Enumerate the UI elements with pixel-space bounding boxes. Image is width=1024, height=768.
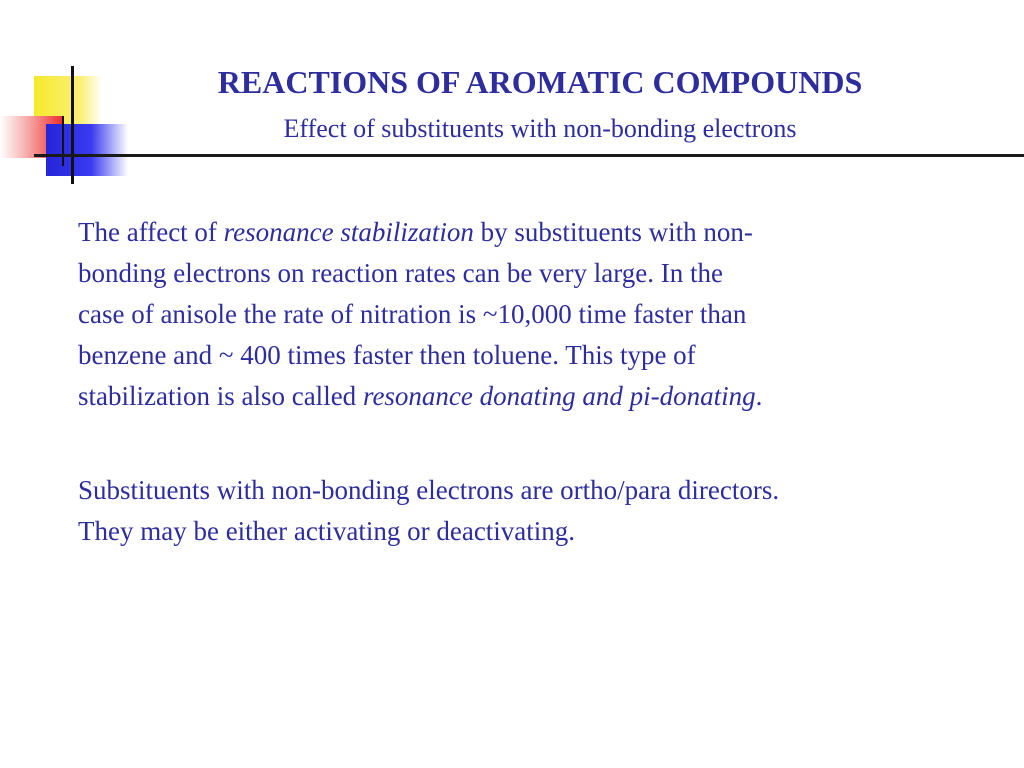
paragraph-line (78, 376, 978, 417)
paragraph-resonance (78, 212, 978, 417)
paragraph-line: They may be either activating or deactivating. (78, 516, 576, 546)
logo-vertical-line (71, 66, 74, 184)
paragraph-directors (78, 470, 978, 552)
text-run: by substituents with non- (473, 217, 753, 247)
paragraph-line: case of anisole the rate of nitration is ~10,000 time faster than (78, 299, 747, 329)
paragraph-line (78, 212, 978, 253)
emphasis-resonance-donating: resonance donating and pi-donating (362, 381, 756, 411)
paragraph-line: benzene and ~ 400 times faster then toluene. This type of (78, 340, 696, 370)
slide-subtitle: Effect of substituents with non-bonding electrons (283, 114, 797, 143)
logo-vertical-line-short (62, 116, 64, 166)
paragraph-line: Substituents with non-bonding electrons are ortho/para directors. (78, 475, 780, 505)
title-divider-line (34, 154, 1024, 157)
text-run: The affect of (78, 217, 224, 247)
text-run: stabilization is also called (78, 381, 363, 411)
emphasis-resonance-stabilization: resonance stabilization (223, 217, 474, 247)
text-run: . (755, 381, 763, 411)
slide-title: REACTIONS OF AROMATIC COMPOUNDS (217, 64, 863, 100)
paragraph-line: bonding electrons on reaction rates can be very large. In the (78, 258, 723, 288)
